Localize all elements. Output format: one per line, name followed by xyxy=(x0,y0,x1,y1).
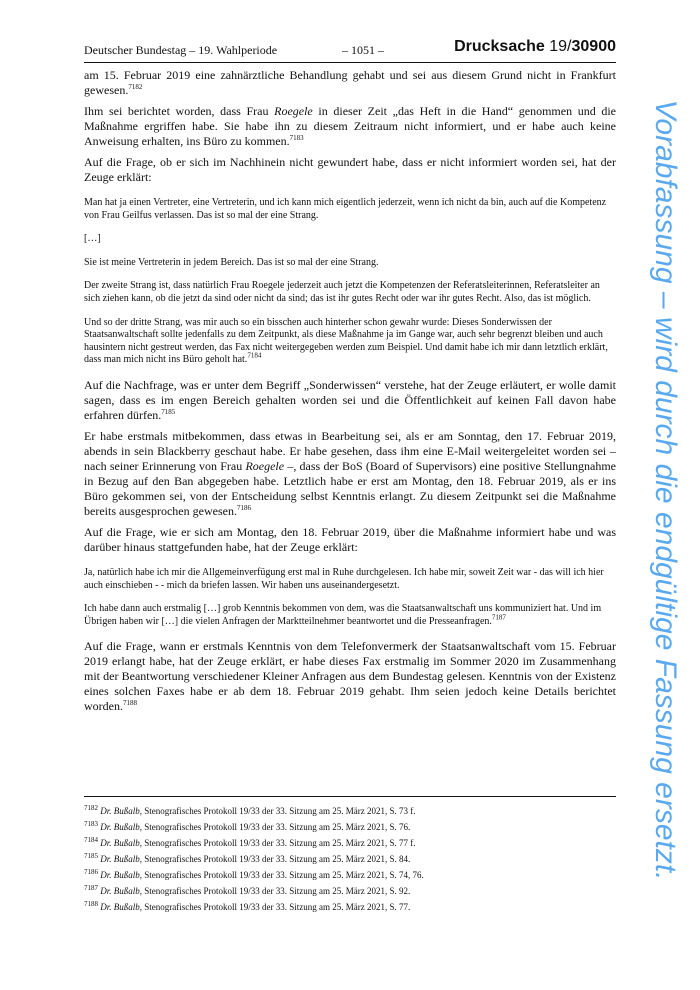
quote-paragraph: Man hat ja einen Vertreter, eine Vertreterin, und ich kann mich eigentlich jederzeit, wenn ich nicht da bin, auch auf die Kompetenz von Frau Geilfus verlassen. Das ist so mal der eine Strang. xyxy=(84,197,607,221)
paragraph-3: Auf die Frage, ob er sich im Nachhinein nicht gewundert habe, dass er nicht informiert worden sei, hat der Zeuge erklärt: xyxy=(84,155,616,184)
footnote-item: $^{7183}$ Dr. Bußalb, Stenografisches Protokoll 19/33 der 33. Sitzung am 25. März 2021, S. 76. xyxy=(84,820,411,832)
quote-paragraph: Ich habe dann auch erstmalig […] grob Kenntnis bekommen von dem, was die Staatsanwaltschaft uns kommuniziert hat. Und im Übrigen haben wir […] die vielen Anfragen der Marktteilnehmer beantwortet und die Presseanfragen.$^{7187}$ xyxy=(84,603,602,627)
block-quote-2 xyxy=(84,567,616,628)
header-doc-number: 30900 xyxy=(571,38,616,55)
watermark-text: Vorabfassung – wird durch die endgültige Fassung ersetzt. xyxy=(649,99,682,881)
quote-paragraph: Ja, natürlich habe ich mir die Allgemeinverfügung erst mal in Ruhe durchgelesen. Ich habe mir, soweit Zeit war - das will ich hier auch einschieben - - mich da briefen lassen. Wir haben uns auseinandergesetzt. xyxy=(84,566,604,591)
draft-watermark xyxy=(640,100,690,880)
footnotes xyxy=(84,796,616,917)
block-quote-1 xyxy=(84,197,616,367)
footnote-ref: 7182 xyxy=(128,83,143,91)
paragraph-7: Auf die Frage, wann er erstmals Kenntnis von dem Telefonvermerk der Staatsanwaltschaft vom 15. Februar 2019 erlangt habe, hat der Zeuge erklärt, er habe dieses Fax erstmalig im Sommer 2020 im Zusammenhang mit der Beantwortung verschiedener Kleiner Anfragen aus dem Bundestag gelesen. Kenntnis von der Existenz eines solchen Faxes habe er ab dem 18. Februar 2019 gehabt. Ihm seien jedoch keine Details berichtet worden.$^{7188}$ xyxy=(84,639,616,714)
header-doc-prefix: 19/ xyxy=(549,38,572,55)
footnote-item: $^{7187}$ Dr. Bußalb, Stenografisches Protokoll 19/33 der 33. Sitzung am 25. März 2021, S. 92. xyxy=(84,884,411,896)
paragraph-1: am 15. Februar 2019 eine zahnärztliche Behandlung gehabt und sei aus diesem Grund nicht in Frankfurt gewesen.$^{7182}$ xyxy=(84,68,616,97)
page-header xyxy=(84,40,616,63)
footnote-item: $^{7188}$ Dr. Bußalb, Stenografisches Protokoll 19/33 der 33. Sitzung am 25. März 2021, S. 77. xyxy=(84,900,411,912)
footnote-ref: 7186 xyxy=(236,503,251,512)
paragraph-4: Auf die Nachfrage, was er unter dem Begriff „Sonderwissen“ verstehe, hat der Zeuge erläutert, er wolle damit sagen, dass es im engen Bereich gehalten worden sei und die Öffentlichkeit auf keinen Fall davon habe erfahren dürfen.$^{7185}$ xyxy=(84,377,616,422)
paragraph-6: Auf die Frage, wie er sich am Montag, den 18. Februar 2019, über die Maßnahme informiert habe und was darüber hinaus stattgefunden habe, hat der Zeuge erklärt: xyxy=(84,524,616,554)
footnote-item: $^{7182}$ Dr. Bußalb, Stenografisches Protokoll 19/33 der 33. Sitzung am 25. März 2021, S. 73 f. xyxy=(84,804,416,816)
header-parliament: Deutscher Bundestag – 19. Wahlperiode xyxy=(84,43,278,57)
person-name: Roegele xyxy=(245,458,285,473)
body-text xyxy=(84,68,616,720)
footnote-ref: 7185 xyxy=(161,407,176,416)
footnote-ref: 7187 xyxy=(491,613,506,622)
footnote-ref: 7183 xyxy=(289,134,304,142)
quote-paragraph: Sie ist meine Vertreterin in jedem Bereich. Das ist so mal der eine Strang. xyxy=(84,256,379,268)
paragraph-2: Ihm sei berichtet worden, dass Frau Roegele in dieser Zeit „das Heft in die Hand“ genommen und die Maßnahme ergriffen habe. Sie habe ihn zu diesem Zeitraum nicht informiert, und er habe auch keine Anweisung erhalten, ins Büro zu kommen.$^{7183}$ xyxy=(84,104,616,148)
header-document-number xyxy=(454,38,616,56)
header-page-number: – 1051 – xyxy=(342,43,384,57)
header-doc-label: Drucksache xyxy=(454,38,550,55)
footnote-item: $^{7184}$ Dr. Bußalb, Stenografisches Protokoll 19/33 der 33. Sitzung am 25. März 2021, S. 77 f. xyxy=(84,836,416,848)
footnote-item: $^{7185}$ Dr. Bußalb, Stenografisches Protokoll 19/33 der 33. Sitzung am 25. März 2021, S. 84. xyxy=(84,852,411,864)
quote-ellipsis: […] xyxy=(84,233,101,245)
paragraph-5: Er habe erstmals mitbekommen, dass etwas in Bearbeitung sei, als er am Sonntag, den 17. Februar 2019, abends in sein Blackberry geschaut habe. Er habe gesehen, dass ihm eine E-Mail weitergeleitet worden sei – nach seiner Erinnerung von Frau Roegele –, dass der BoS (Board of Supervisors) eine positive Stellungnahme in Bezug auf den Ban abgegeben habe. Letztlich habe er erst am Montag, den 18. Februar 2019, als er ins Büro gekommen sei, von der Entscheidung selbst Kenntnis erlangt. Zu diesem Zeitpunkt sei die Maßnahme bereits ausgesprochen gewesen.$^{7186}$ xyxy=(84,428,616,518)
quote-paragraph: Der zweite Strang ist, dass natürlich Frau Roegele jederzeit auch jetzt die Kompetenzen der Referatsleiterinnen, Referatsleiter an sich ziehen kann, ob die jetzt da sind oder nicht da sind; das ist ihr gutes Recht oder war ihr gutes Recht. Also, das ist möglich. xyxy=(84,280,600,304)
footnote-item: $^{7186}$ Dr. Bußalb, Stenografisches Protokoll 19/33 der 33. Sitzung am 25. März 2021, S. 74, 76. xyxy=(84,868,424,880)
person-name: Roegele xyxy=(274,104,313,118)
footnote-ref: 7188 xyxy=(123,699,137,708)
footnote-ref: 7184 xyxy=(247,352,262,361)
quote-paragraph: Und so der dritte Strang, was mir auch so ein bisschen auch hinterher schon gewahr wurde: Dieses Sonderwissen der Staatsanwaltschaft sollte jedenfalls zu dem Zeitpunkt, als diese Maßnahme ja im Gange war, auch sehr begrenzt bleiben und auch hausintern nicht gestreut werden, das Fax nicht weitergegeben werden zum Beispiel. Und damit habe ich mir dann letztlich erklärt, dass man mich nicht ins Büro geholt hat.$^{7184}$ xyxy=(84,316,608,366)
